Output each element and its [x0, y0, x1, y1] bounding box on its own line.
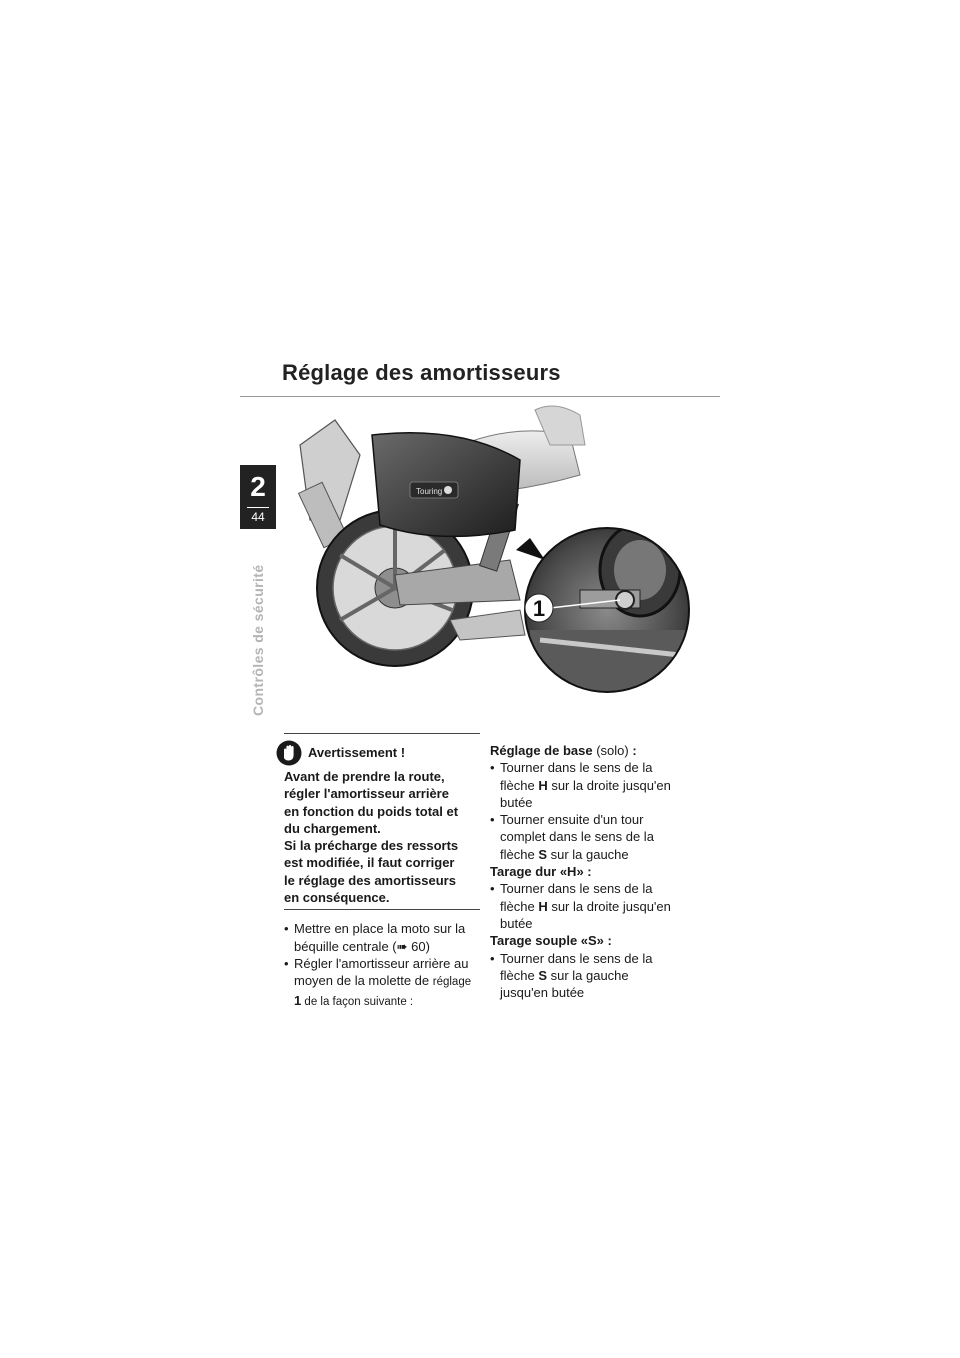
- base-setting-heading: Réglage de base (solo) :: [490, 743, 637, 758]
- warning-line: en fonction du poids total et: [284, 803, 459, 819]
- list-item: • Tourner ensuite d'un tour complet dans le sens de la flèche S sur la gauche: [490, 811, 675, 863]
- warning-hand-icon: [276, 740, 302, 766]
- soft-setting-heading: Tarage souple «S» :: [490, 933, 612, 949]
- list-item: • Tourner dans le sens de la flèche S sur la gauche jusqu'en butée: [490, 950, 675, 1002]
- list-item: • Mettre en place la moto sur la béquille centrale (➠ 60): [284, 920, 480, 955]
- warning-line: Si la précharge des ressorts: [284, 838, 459, 854]
- warning-line: en conséquence.: [284, 890, 390, 906]
- procedure-list: [284, 920, 480, 1010]
- warning-column: [284, 733, 480, 1011]
- case-label: Touring: [416, 487, 443, 496]
- warning-line: le réglage des amortisseurs: [284, 872, 456, 888]
- settings-column: [490, 742, 675, 1001]
- warning-line: Avant de prendre la route,: [284, 769, 445, 784]
- soft-setting-list: [490, 950, 675, 1002]
- warning-line: est modifiée, il faut corriger: [284, 855, 455, 871]
- base-setting-list: [490, 759, 675, 863]
- hard-setting-heading: Tarage dur «H» :: [490, 864, 592, 880]
- chapter-side-label: Contrôles de sécurité: [250, 564, 266, 716]
- warning-line: du chargement.: [284, 820, 381, 836]
- cross-reference-arrow-icon: ➠: [396, 938, 408, 954]
- warning-line: régler l'amortisseur arrière: [284, 786, 449, 802]
- hard-setting-list: [490, 880, 675, 932]
- list-item: • Tourner dans le sens de la flèche H sur la droite jusqu'en butée: [490, 880, 675, 932]
- list-item: • Régler l'amortisseur arrière au moyen de la molette de réglage 1 de la façon suivante :: [284, 955, 480, 1011]
- warning-text: [284, 768, 480, 906]
- warning-heading-text: Avertissement !: [308, 745, 406, 761]
- warning-heading: [276, 740, 480, 766]
- title-divider: [240, 396, 720, 397]
- list-item: • Tourner dans le sens de la flèche H sur la droite jusqu'en butée: [490, 759, 675, 811]
- chapter-number: 2: [250, 471, 266, 502]
- page-number: 44: [251, 510, 265, 524]
- page-title: Réglage des amortisseurs: [282, 360, 561, 385]
- motorcycle-shock-absorber-illustration: [280, 400, 700, 700]
- callout-label-1: 1: [532, 596, 546, 621]
- warning-rule-bottom: [284, 909, 480, 910]
- warning-rule-top: [284, 733, 480, 734]
